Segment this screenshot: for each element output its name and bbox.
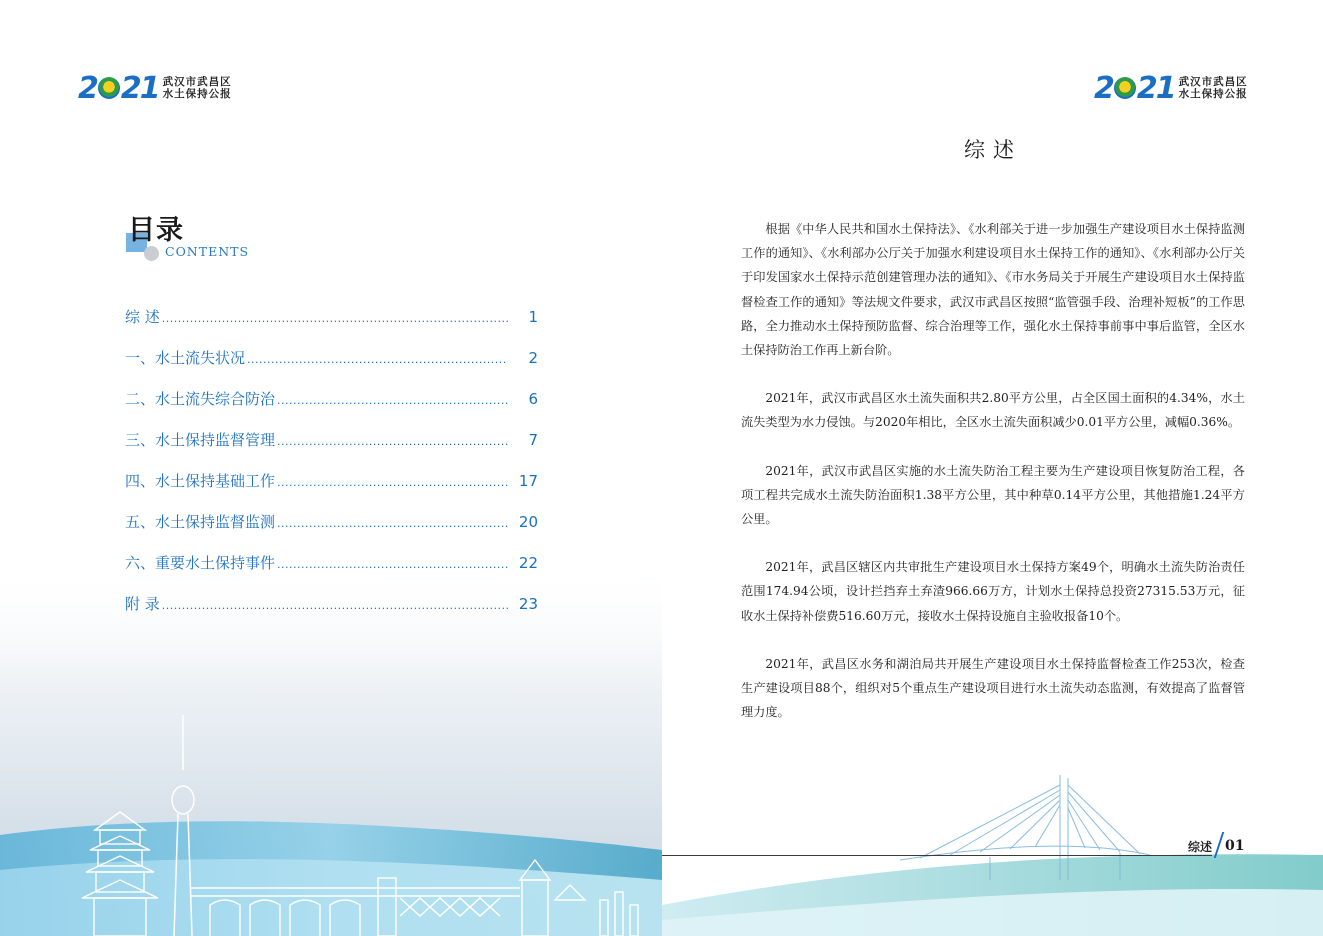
toc-item-supervision-management[interactable] <box>125 429 538 470</box>
logo-year: 2 21 <box>1094 70 1175 106</box>
summary-paragraph: 2021年，武汉市武昌区实施的水土流失防治工程主要为生产建设项目恢复防治工程，各项工程共完成水土流失防治面积1.38平方公里，其中种草0.14平方公里，其他措施1.24平方公里。 <box>741 463 1245 527</box>
toc-leader-dots <box>162 599 508 612</box>
summary-body <box>741 217 1245 748</box>
logo-line-1: 武汉市武昌区 <box>162 76 232 88</box>
logo-year: 2 21 <box>78 70 159 106</box>
summary-paragraph: 根据《中华人民共和国水土保持法》、《水利部关于进一步加强生产建设项目水土保持监测工作的通知》、《水利部办公厅关于加强水利建设项目水土保持工作的通知》、《水利部办公厅关于印发国家水土保持示范创建管理办法的通知》、《市水务局关于开展生产建设项目水土保持监督检查工作的通知》等法规文件要求，武汉市武昌区按照“监管强手段、治理补短板”的工作思路，全力推动水土保持预防监督、综合治理等工作，强化水土保持事前事中事后监管，全区水土保持防治工作再上新台阶。 <box>741 222 1245 358</box>
footer-section-label: 综述 <box>1188 840 1213 854</box>
toc-title: 目录 <box>128 215 184 246</box>
emblem-icon <box>1114 77 1136 99</box>
toc-item-page: 22 <box>518 554 538 572</box>
toc-circle-decoration <box>144 246 159 261</box>
footer-rule <box>662 855 1212 856</box>
toc-leader-dots <box>277 517 508 530</box>
toc-item-erosion-status[interactable] <box>125 347 538 388</box>
toc-subtitle: CONTENTS <box>165 244 250 259</box>
toc-item-page: 1 <box>528 308 538 326</box>
toc-leader-dots <box>247 353 508 366</box>
toc-leader-dots <box>277 558 508 571</box>
page-number: 01 <box>1225 838 1245 854</box>
logo-line-2: 水土保持公报 <box>162 88 232 100</box>
toc-item-page: 7 <box>528 431 538 449</box>
toc-item-page: 17 <box>518 472 538 490</box>
toc-item-label: 六、重要水土保持事件 <box>125 554 276 572</box>
toc-item-page: 23 <box>518 595 538 613</box>
summary-paragraph: 2021年，武昌区辖区内共审批生产建设项目水土保持方案49个，明确水土流失防治责任范围174.94公顷，设计拦挡弃土弃渣966.66万方，计划水土保持总投资27315.53万元，征收水土保持补偿费516.60万元，接收水土保持设施自主验收报备10个。 <box>741 560 1245 623</box>
toc-item-comprehensive-control[interactable] <box>125 388 538 429</box>
toc-item-monitoring[interactable] <box>125 511 538 552</box>
toc-item-appendix[interactable] <box>125 593 538 634</box>
toc-item-major-events[interactable] <box>125 552 538 593</box>
toc-item-page: 20 <box>518 513 538 531</box>
toc-leader-dots <box>277 435 508 448</box>
toc-item-label: 附 录 <box>125 595 160 613</box>
toc-leader-dots <box>277 476 508 489</box>
toc-leader-dots <box>162 312 508 325</box>
summary-paragraph: 2021年，武汉市武昌区水土流失面积共2.80平方公里，占全区国土面积的4.34%，水土流失类型为水力侵蚀。与2020年相比，全区水土流失面积减少0.01平方公里，减幅0.36%。 <box>741 391 1245 430</box>
toc-item-label: 三、水土保持监督管理 <box>125 431 276 449</box>
toc-item-label: 四、水土保持基础工作 <box>125 472 276 490</box>
toc-item-label: 五、水土保持监督监测 <box>125 513 276 531</box>
logo-line-2: 水土保持公报 <box>1178 88 1248 100</box>
publication-logo-right <box>1094 72 1248 104</box>
logo-caption <box>1179 76 1248 100</box>
toc-leader-dots <box>277 394 508 407</box>
toc-item-page: 2 <box>528 349 538 367</box>
publication-logo-left <box>78 72 232 104</box>
toc-item-label: 二、水土流失综合防治 <box>125 390 276 408</box>
toc-item-basic-work[interactable] <box>125 470 538 511</box>
logo-caption <box>163 76 232 100</box>
summary-paragraph: 2021年，武昌区水务和湖泊局共开展生产建设项目水土保持监督检查工作253次，检查生产建设项目88个，组织对5个重点生产建设项目进行水土流失动态监测，有效提高了监督管理力度。 <box>741 656 1245 720</box>
toc-item-label: 一、水土流失状况 <box>125 349 246 367</box>
table-of-contents <box>125 306 538 634</box>
toc-item-summary[interactable] <box>125 306 538 347</box>
toc-item-label: 综 述 <box>125 308 160 326</box>
toc-item-page: 6 <box>528 390 538 408</box>
section-title: 综述 <box>964 138 1022 162</box>
logo-line-1: 武汉市武昌区 <box>1178 76 1248 88</box>
emblem-icon <box>98 77 120 99</box>
